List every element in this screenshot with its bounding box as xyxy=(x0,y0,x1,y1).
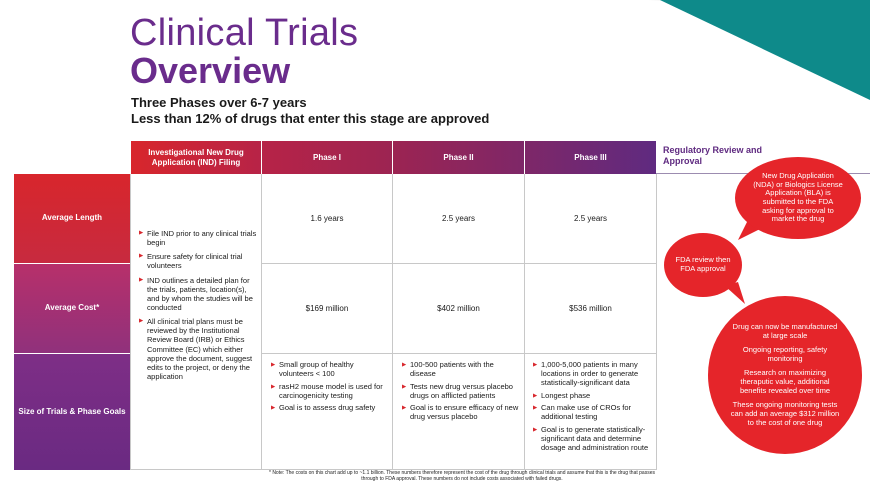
cost-phase-3: $536 million xyxy=(569,304,612,313)
list-item: ▶ Ensure safety for clinical trial volunteers xyxy=(147,252,259,270)
column-header-regulatory: Regulatory Review and Approval xyxy=(663,145,763,166)
list-item: ▶ Goal is to ensure efficacy of new drug versus placebo xyxy=(410,404,520,422)
column-header-phase-3: Phase III xyxy=(525,141,656,174)
fda-review-callout xyxy=(664,233,742,297)
list-item: ▶ Tests new drug versus placebo drugs on afflicted patients xyxy=(410,383,520,401)
column-header-ind: Investigational New Drug Application (IND) Filing xyxy=(131,141,261,174)
list-item: ▶ IND outlines a detailed plan for the trials, patients, location(s), and by whom the studies will be conducted xyxy=(147,276,259,313)
list-item: ▶ 100-500 patients with the disease xyxy=(410,361,520,379)
row-label-length: Average Length xyxy=(14,174,130,263)
fda-review-callout-text: FDA review then FDA approval xyxy=(675,255,731,273)
page-title-light: Clinical Trials xyxy=(130,12,359,54)
list-item: ▶ File IND prior to any clinical trials begin xyxy=(147,229,259,247)
list-item: ▶ rasH2 mouse model is used for carcinogenicity testing xyxy=(279,383,389,401)
post-approval-point: Drug can now be manufactured at large scale xyxy=(732,321,838,340)
list-item: ▶ 1,000-5,000 patients in many locations in order to generate statistically-significant data xyxy=(541,361,653,388)
cost-phase-2: $402 million xyxy=(437,304,480,313)
cost-phase-1: $169 million xyxy=(305,304,349,313)
phase-1-goals-list xyxy=(279,361,389,417)
column-header-phase-1: Phase I xyxy=(262,141,392,174)
phase-3-goals-list xyxy=(541,361,653,457)
nda-callout xyxy=(735,157,861,239)
row-label-cost: Average Cost* xyxy=(14,264,130,353)
list-item: ▶ Can make use of CROs for additional testing xyxy=(541,404,653,422)
list-item: ▶ Longest phase xyxy=(541,392,653,401)
length-phase-2: 2.5 years xyxy=(442,214,475,223)
list-item: ▶ Goal is to assess drug safety xyxy=(279,404,389,413)
ind-points-list xyxy=(147,229,259,386)
corner-teal-shape xyxy=(660,0,870,100)
list-item: ▶ Small group of healthy volunteers < 100 xyxy=(279,361,389,379)
length-phase-3: 2.5 years xyxy=(574,214,607,223)
row-label-size: Size of Trials & Phase Goals xyxy=(14,354,130,470)
grid-line xyxy=(261,353,656,354)
nda-callout-text: New Drug Application (NDA) or Biologics License Application (BLA) is submitted to the FDA asking for approval to market the drug xyxy=(753,171,843,224)
watermark: CSDN @yinfotek xyxy=(755,463,839,475)
length-phase-1: 1.6 years xyxy=(310,214,344,223)
post-approval-point: Research on maximizing theraputic value, additional benefits revealed over time xyxy=(739,368,831,395)
footnote: * Note: The costs on this chart add up to ~1.1 billion. These numbers therefore represent the cost of the drug through clinical trials and assume that this is the drug that passes through to FDA approval. These numbers do not include costs associated with failed drugs. xyxy=(268,470,655,482)
post-approval-callout xyxy=(708,296,862,454)
column-header-phase-2: Phase II xyxy=(393,141,524,174)
post-approval-point: These ongoing monitoring tests can add an average $312 million to the cost of one drug xyxy=(730,400,840,427)
phase-2-goals-list xyxy=(410,361,520,426)
post-approval-point: Ongoing reporting, safety monitoring xyxy=(742,345,828,363)
list-item: ▶ Goal is to generate statistically-significant data and determine dosage and administration route xyxy=(541,426,653,453)
page-title-bold: Overview xyxy=(130,50,291,91)
grid-line xyxy=(130,174,131,470)
subtitle-line-1: Three Phases over 6-7 years xyxy=(131,95,307,110)
subtitle-line-2: Less than 12% of drugs that enter this stage are approved xyxy=(131,111,490,126)
list-item: ▶ All clinical trial plans must be reviewed by the Institutional Review Board (IRB) or Ethics Committee (EC) which either approve the document, suggest edits to the project, or deny the application xyxy=(147,317,259,381)
grid-line xyxy=(656,174,657,470)
